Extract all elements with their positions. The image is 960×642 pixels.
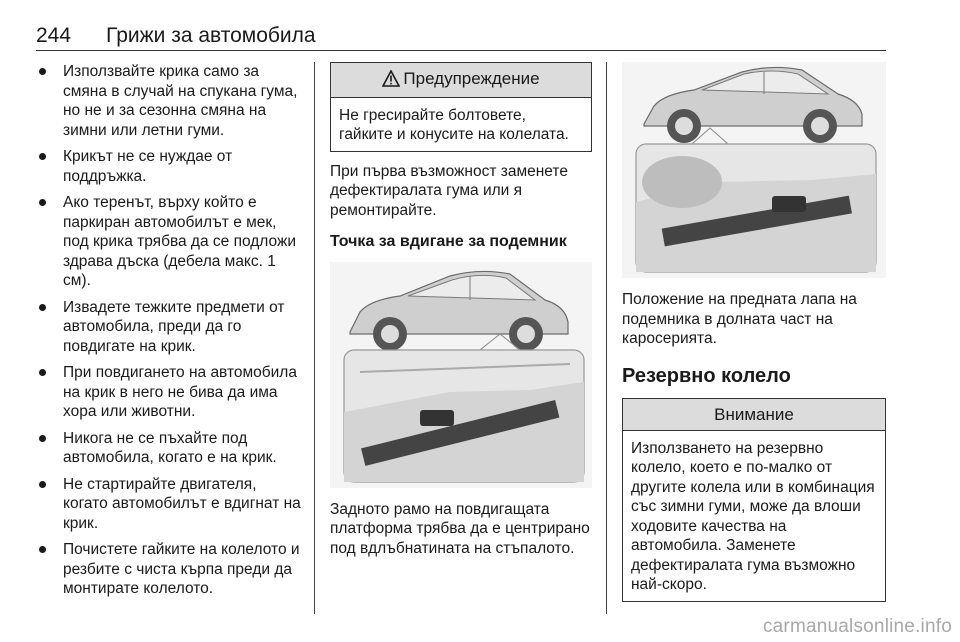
warning-title: Предупреждение — [403, 69, 540, 88]
column-2 — [330, 62, 592, 558]
watermark: carmanualsonline.info — [762, 616, 952, 637]
paragraph: При първа възможност заменете дефектиралата гума или я ремонтирайте. — [330, 162, 568, 219]
figure-caption: Положение на предната лапа на подемника в долната част на каросерията. — [622, 291, 857, 347]
list-item: Крикът не се нуждае от поддръжка. — [36, 147, 304, 186]
warning-header — [331, 63, 591, 98]
figure-caption: Задното рамо на повдигащата платформа трябва да е центрирано под вдлъбнатината на стъпалото. — [330, 500, 590, 557]
safety-list — [36, 62, 304, 599]
column-3 — [622, 62, 886, 602]
list-item: Извадете тежките предмети от автомобила, преди да го повдигате на крик. — [36, 298, 304, 357]
header-rule — [36, 50, 886, 51]
column-divider-1 — [314, 62, 315, 614]
front-lift-point-illustration — [622, 62, 886, 278]
list-item: Използвайте крика само за смяна в случай на спукана гума, но не и за сезонна смяна на зимни или летни гуми. — [36, 62, 304, 140]
page-number: 244 — [36, 24, 72, 47]
caution-box — [622, 398, 886, 602]
column-1 — [36, 62, 304, 606]
list-item: Не стартирайте двигателя, когато автомобилът е вдигнат на крик. — [36, 475, 304, 534]
warning-box — [330, 62, 592, 152]
warning-triangle-icon — [382, 70, 400, 92]
section-heading: Резервно колело — [622, 364, 791, 387]
list-item: Никога не се пъхайте под автомобила, когато е на крик. — [36, 429, 304, 468]
section-heading: Точка за вдигане за подемник — [330, 233, 567, 250]
caution-body: Използването на резервно колело, което е по-малко от другите колела или в комбинация със зимни гуми, може да влоши ходовите качества на автомобила. Заменете дефектиралата гума възможно най-скоро. — [631, 439, 875, 593]
list-item: При повдигането на автомобила на крик в него не бива да има хора или животни. — [36, 363, 304, 422]
rear-lift-point-illustration — [330, 262, 592, 488]
list-item: Ако теренът, върху който е паркиран автомобилът е мек, под крика трябва да се подложи здрава дъска (дебела макс. 1 см). — [36, 193, 304, 291]
warning-body: Не гресирайте болтовете, гайките и конусите на колелата. — [339, 106, 569, 143]
column-divider-2 — [606, 62, 607, 614]
caution-title: Внимание — [623, 399, 885, 431]
list-item: Почистете гайките на колелото и резбите с чиста кърпа преди да монтирате колелото. — [36, 540, 304, 599]
page-title: Грижи за автомобила — [106, 24, 316, 47]
